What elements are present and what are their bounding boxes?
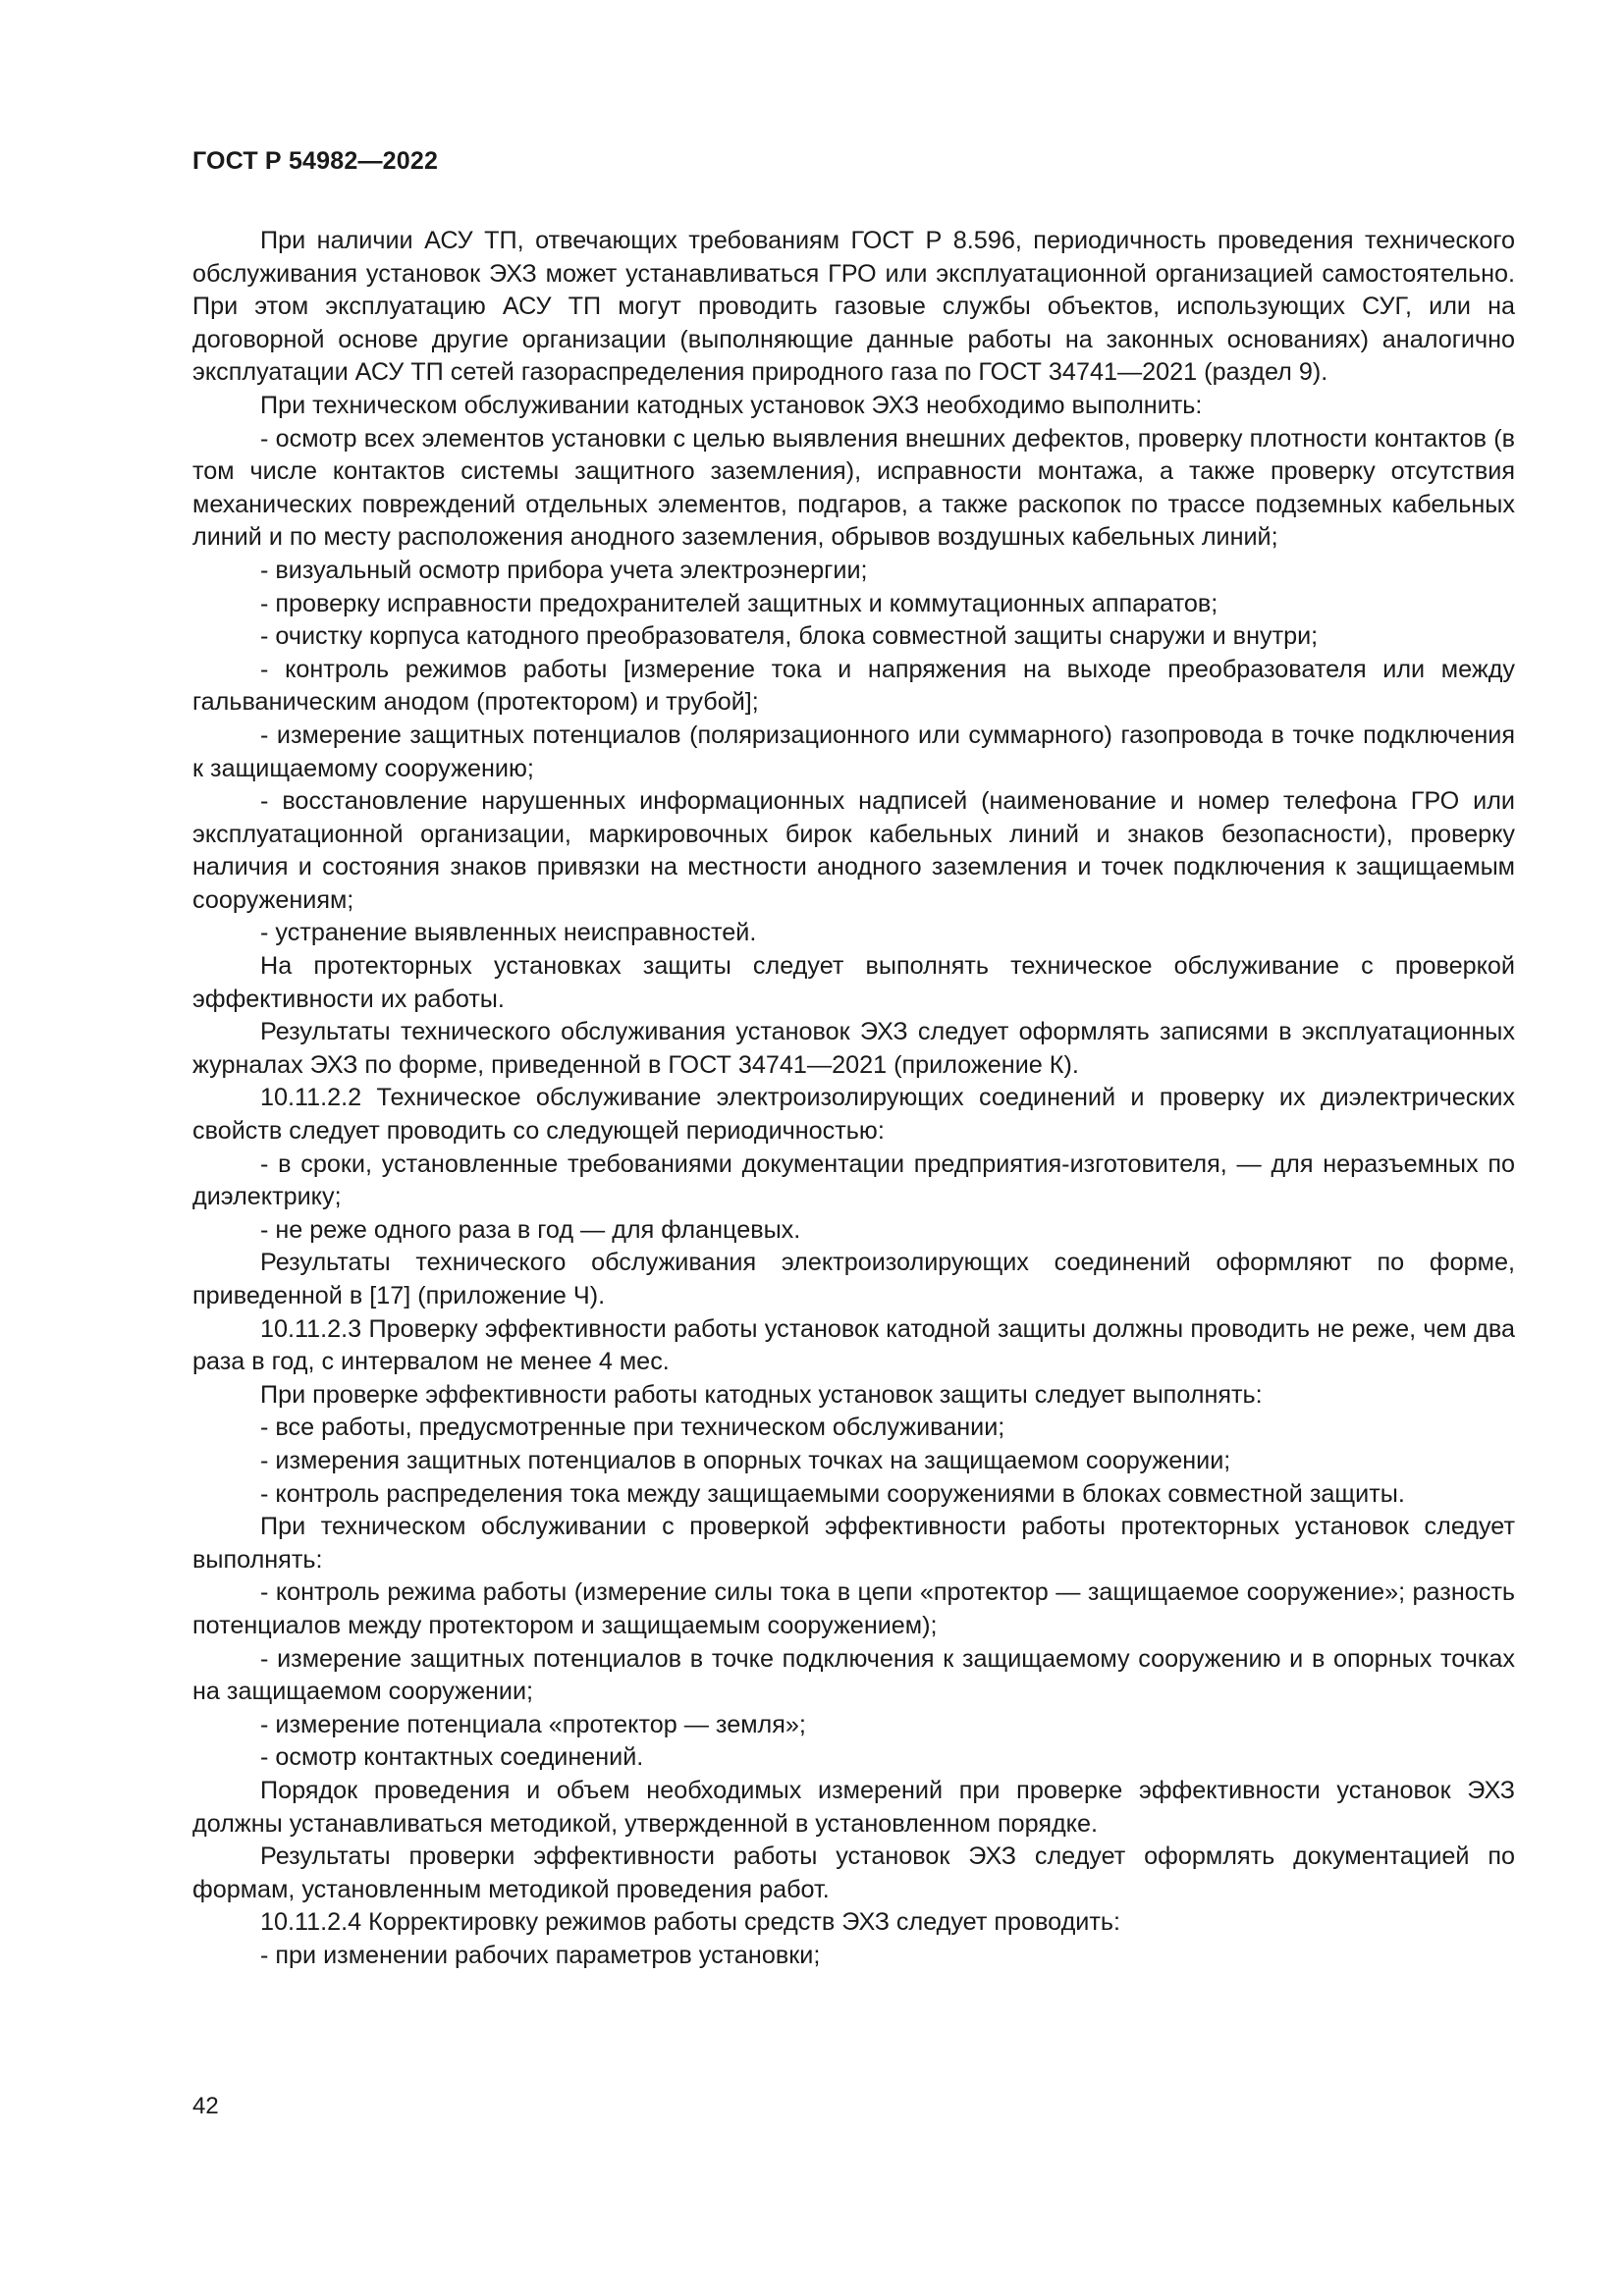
paragraph: При проверке эффективности работы катодных установок защиты следует выполнять:	[260, 1380, 1263, 1409]
list-item: - не реже одного раза в год — для фланцевых.	[260, 1215, 801, 1244]
list-item: - осмотр всех элементов установки с целью выявления внешних дефектов, проверку плотности контактов (в том числе контактов системы защитного заземления), исправности монтажа, а также проверку отсутствия механических повреждений отдельных элементов, подгаров, а также раскопок по трассе подземных кабельных линий и по месту расположения анодного заземления, обрывов воздушных кабельных линий;	[192, 424, 1515, 552]
list-item: - очистку корпуса катодного преобразователя, блока совместной защиты снаружи и внутри;	[260, 622, 1319, 651]
list-item: - измерения защитных потенциалов в опорных точках на защищаемом сооружении;	[260, 1446, 1231, 1474]
section-paragraph: 10.11.2.2 Техническое обслуживание электроизолирующих соединений и проверку их диэлектрических свойств следует проводить со следующей периодичностью:	[192, 1084, 1515, 1146]
list-item: - осмотр контактных соединений.	[260, 1743, 644, 1772]
paragraph: При техническом обслуживании с проверкой эффективности работы протекторных установок следует выполнять:	[192, 1513, 1515, 1574]
paragraph: На протекторных установках защиты следует выполнять техническое обслуживание с проверкой эффективности их работы.	[192, 952, 1515, 1013]
paragraph: Результаты проверки эффективности работы установок ЭХЗ следует оформлять документацией по формам, установленным методикой проведения работ.	[192, 1842, 1515, 1903]
paragraph: При наличии АСУ ТП, отвечающих требованиям ГОСТ Р 8.596, периодичность проведения технического обслуживания установок ЭХЗ может устанавливаться ГРО или эксплуатационной организацией самостоятельно. При этом эксплуатацию АСУ ТП могут проводить газовые службы объектов, использующих СУГ, или на договорной основе другие организации (выполняющие данные работы на законных основаниях) аналогично эксплуатации АСУ ТП сетей газораспределения природного газа по ГОСТ 34741—2021 (раздел 9).	[192, 227, 1515, 387]
list-item: - восстановление нарушенных информационных надписей (наименование и номер телефона ГРО или эксплуатационной организации, маркировочных бирок кабельных линий и знаков безопасности), проверку наличия и состояния знаков привязки на местности анодного заземления и точек подключения к защищаемым сооружениям;	[192, 787, 1515, 914]
list-item: - устранение выявленных неисправностей.	[260, 919, 757, 947]
list-item: - контроль режима работы (измерение силы тока в цепи «протектор — защищаемое сооружение»; разность потенциалов между протектором и защищаемым сооружением);	[192, 1578, 1515, 1639]
list-item: - измерение защитных потенциалов в точке подключения к защищаемому сооружению и в опорных точках на защищаемом сооружении;	[192, 1644, 1515, 1706]
list-item: - все работы, предусмотренные при техническом обслуживании;	[260, 1414, 1005, 1442]
document-header: ГОСТ Р 54982—2022	[192, 147, 439, 175]
paragraph: Результаты технического обслуживания электроизолирующих соединений оформляют по форме, приведенной в [17] (приложение Ч).	[192, 1249, 1515, 1309]
page-number: 42	[192, 2093, 219, 2119]
document-body	[192, 225, 1515, 1972]
list-item: - в сроки, установленные требованиями документации предприятия-изготовителя, — для неразъемных по диэлектрику;	[192, 1149, 1515, 1211]
list-item: - контроль режимов работы [измерение тока и напряжения на выходе преобразователя или между гальваническим анодом (протектором) и трубой];	[192, 655, 1515, 717]
list-item: - проверку исправности предохранителей защитных и коммутационных аппаратов;	[260, 589, 1218, 617]
paragraph: Порядок проведения и объем необходимых измерений при проверке эффективности установок ЭХЗ должны устанавливаться методикой, утвержденной в установленном порядке.	[192, 1776, 1515, 1838]
list-item: - визуальный осмотр прибора учета электроэнергии;	[260, 556, 868, 584]
section-paragraph: 10.11.2.4 Корректировку режимов работы средств ЭХЗ следует проводить:	[260, 1908, 1121, 1937]
list-item: - измерение потенциала «протектор — земля»;	[260, 1710, 806, 1738]
list-item: - измерение защитных потенциалов (поляризационного или суммарного) газопровода в точке подключения к защищаемому сооружению;	[192, 721, 1515, 782]
paragraph: При техническом обслуживании катодных установок ЭХЗ необходимо выполнить:	[260, 391, 1203, 419]
paragraph: Результаты технического обслуживания установок ЭХЗ следует оформлять записями в эксплуатационных журналах ЭХЗ по форме, приведенной в ГОСТ 34741—2021 (приложение К).	[192, 1018, 1515, 1079]
list-item: - контроль распределения тока между защищаемыми сооружениями в блоках совместной защиты.	[260, 1479, 1405, 1508]
list-item: - при изменении рабочих параметров установки;	[260, 1941, 821, 1969]
section-paragraph: 10.11.2.3 Проверку эффективности работы установок катодной защиты должны проводить не реже, чем два раза в год, с интервалом не менее 4 мес.	[192, 1314, 1515, 1376]
